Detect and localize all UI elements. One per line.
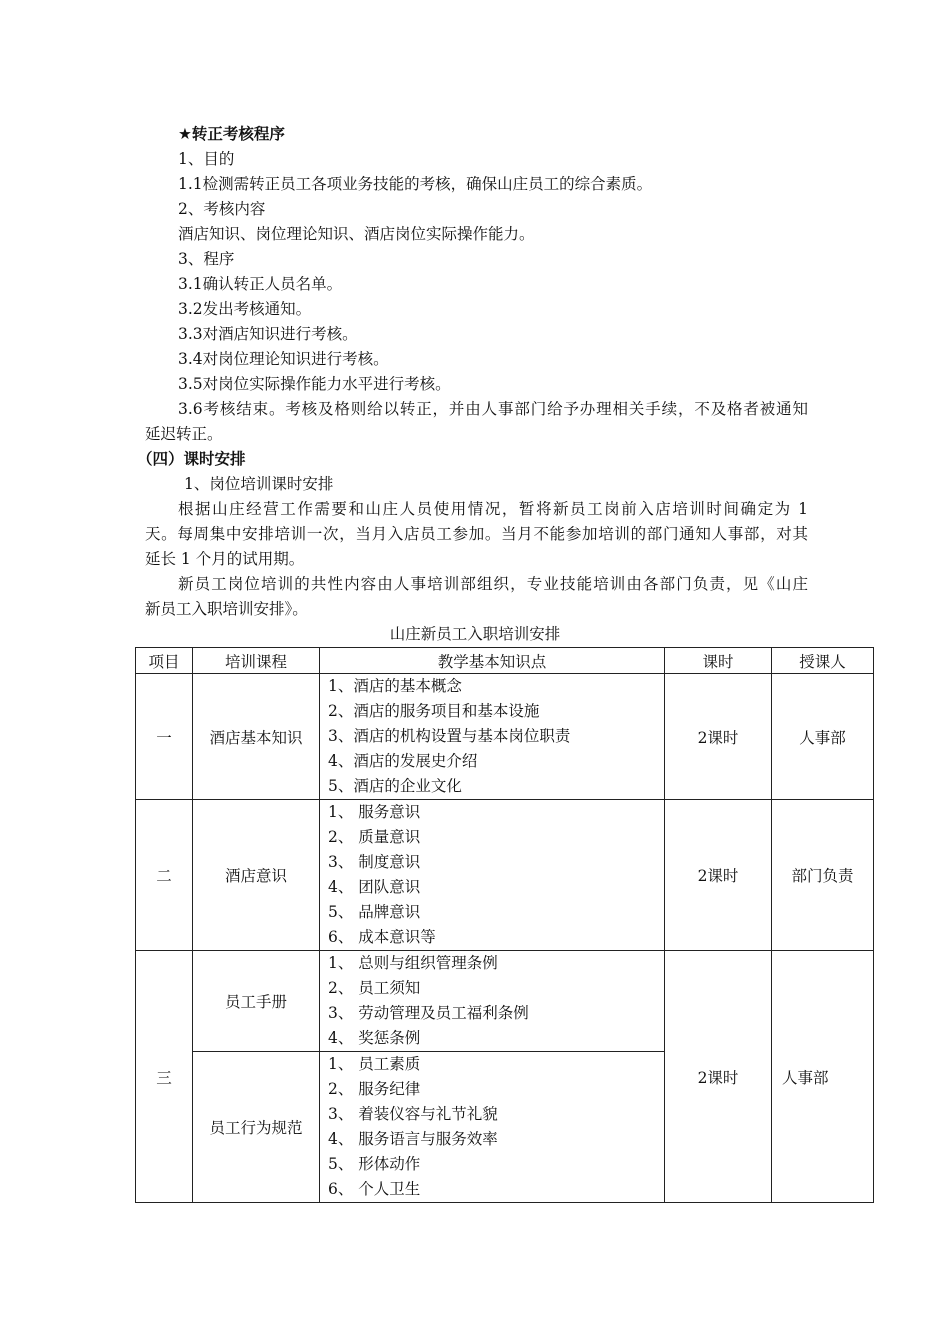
knowledge-point: 6、 成本意识等 [328, 928, 436, 946]
course-cell: 酒店基本知识 [193, 674, 320, 800]
knowledge-point: 6、 个人卫生 [328, 1180, 421, 1198]
knowledge-point: 2、 服务纪律 [328, 1080, 421, 1098]
knowledge-point: 2、 员工须知 [328, 979, 421, 997]
header-lecturer: 授课人 [772, 648, 874, 674]
schedule-paragraph-line: 延长 1 个月的试用期。 [145, 550, 305, 568]
knowledge-point: 1、 总则与组织管理条例 [328, 954, 498, 972]
knowledge-point: 4、 服务语言与服务效率 [328, 1130, 498, 1148]
knowledge-point: 4、 奖惩条例 [328, 1029, 421, 1047]
schedule-paragraph-line: 新员工入职培训安排》。 [145, 600, 308, 618]
knowledge-point: 5、 形体动作 [328, 1155, 421, 1173]
item-cell: 二 [136, 800, 193, 951]
knowledge-point: 4、酒店的发展史介绍 [328, 752, 478, 770]
course-cell: 酒店意识 [193, 800, 320, 951]
hours-cell: 2课时 [665, 951, 772, 1203]
hours-cell: 2课时 [665, 800, 772, 951]
table-row [136, 800, 874, 951]
header-hours: 课时 [665, 648, 772, 674]
section-heading-schedule: （四）课时安排 [137, 450, 246, 468]
hours-cell: 2课时 [665, 674, 772, 800]
table-row [136, 674, 874, 800]
table-row [136, 951, 874, 1052]
knowledge-point: 4、 团队意识 [328, 878, 421, 896]
header-item: 项目 [136, 648, 193, 674]
knowledge-points-cell [320, 800, 665, 951]
probation-line: 酒店知识、岗位理论知识、酒店岗位实际操作能力。 [178, 225, 535, 243]
knowledge-point: 1、 服务意识 [328, 803, 421, 821]
probation-line: 3、程序 [178, 250, 235, 268]
knowledge-point: 1、 员工素质 [328, 1055, 421, 1073]
knowledge-point: 3、 制度意识 [328, 853, 421, 871]
header-knowledge-points: 教学基本知识点 [320, 648, 665, 674]
probation-line: 2、考核内容 [178, 200, 266, 218]
probation-line: 3.2发出考核通知。 [178, 300, 312, 318]
probation-paragraph-line: 延迟转正。 [145, 425, 223, 443]
knowledge-point: 3、 着装仪容与礼节礼貌 [328, 1105, 498, 1123]
lecturer-cell: 人事部 [772, 674, 874, 800]
probation-line: 3.1确认转正人员名单。 [178, 275, 343, 293]
table-caption: 山庄新员工入职培训安排 [389, 625, 561, 643]
knowledge-point: 3、酒店的机构设置与基本岗位职责 [328, 727, 571, 745]
knowledge-point: 1、酒店的基本概念 [328, 677, 462, 695]
training-table [135, 647, 874, 1203]
knowledge-points-cell [320, 1052, 665, 1203]
schedule-paragraph-line: 根据山庄经营工作需要和山庄人员使用情况，暂将新员工岗前入店培训时间确定为 1 [178, 500, 808, 518]
lecturer-cell: 部门负责 [772, 800, 874, 951]
section-heading-probation: ★转正考核程序 [178, 125, 285, 143]
sub-heading: 1、岗位培训课时安排 [184, 475, 334, 493]
item-cell: 三 [136, 951, 193, 1203]
knowledge-point: 2、酒店的服务项目和基本设施 [328, 702, 540, 720]
knowledge-point: 3、 劳动管理及员工福利条例 [328, 1004, 529, 1022]
knowledge-point: 5、酒店的企业文化 [328, 777, 462, 795]
probation-line: 1、目的 [178, 150, 235, 168]
header-course: 培训课程 [193, 648, 320, 674]
course-cell: 员工手册 [193, 951, 320, 1052]
knowledge-point: 2、 质量意识 [328, 828, 421, 846]
schedule-paragraph-line: 新员工岗位培训的共性内容由人事培训部组织，专业技能培训由各部门负责，见《山庄 [178, 575, 808, 593]
schedule-paragraph-line: 天。每周集中安排培训一次，当月入店员工参加。当月不能参加培训的部门通知人事部，对其 [145, 525, 808, 543]
lecturer-cell: 人事部 [772, 951, 874, 1203]
table-header-row [136, 648, 874, 674]
course-cell: 员工行为规范 [193, 1052, 320, 1203]
knowledge-point: 5、 品牌意识 [328, 903, 421, 921]
item-cell: 一 [136, 674, 193, 800]
probation-line: 1.1检测需转正员工各项业务技能的考核，确保山庄员工的综合素质。 [178, 175, 653, 193]
knowledge-points-cell [320, 951, 665, 1052]
probation-paragraph-line: 3.6考核结束。考核及格则给以转正，并由人事部门给予办理相关手续，不及格者被通知 [178, 400, 808, 418]
knowledge-points-cell [320, 674, 665, 800]
probation-line: 3.3对酒店知识进行考核。 [178, 325, 358, 343]
probation-line: 3.4对岗位理论知识进行考核。 [178, 350, 389, 368]
probation-line: 3.5对岗位实际操作能力水平进行考核。 [178, 375, 451, 393]
